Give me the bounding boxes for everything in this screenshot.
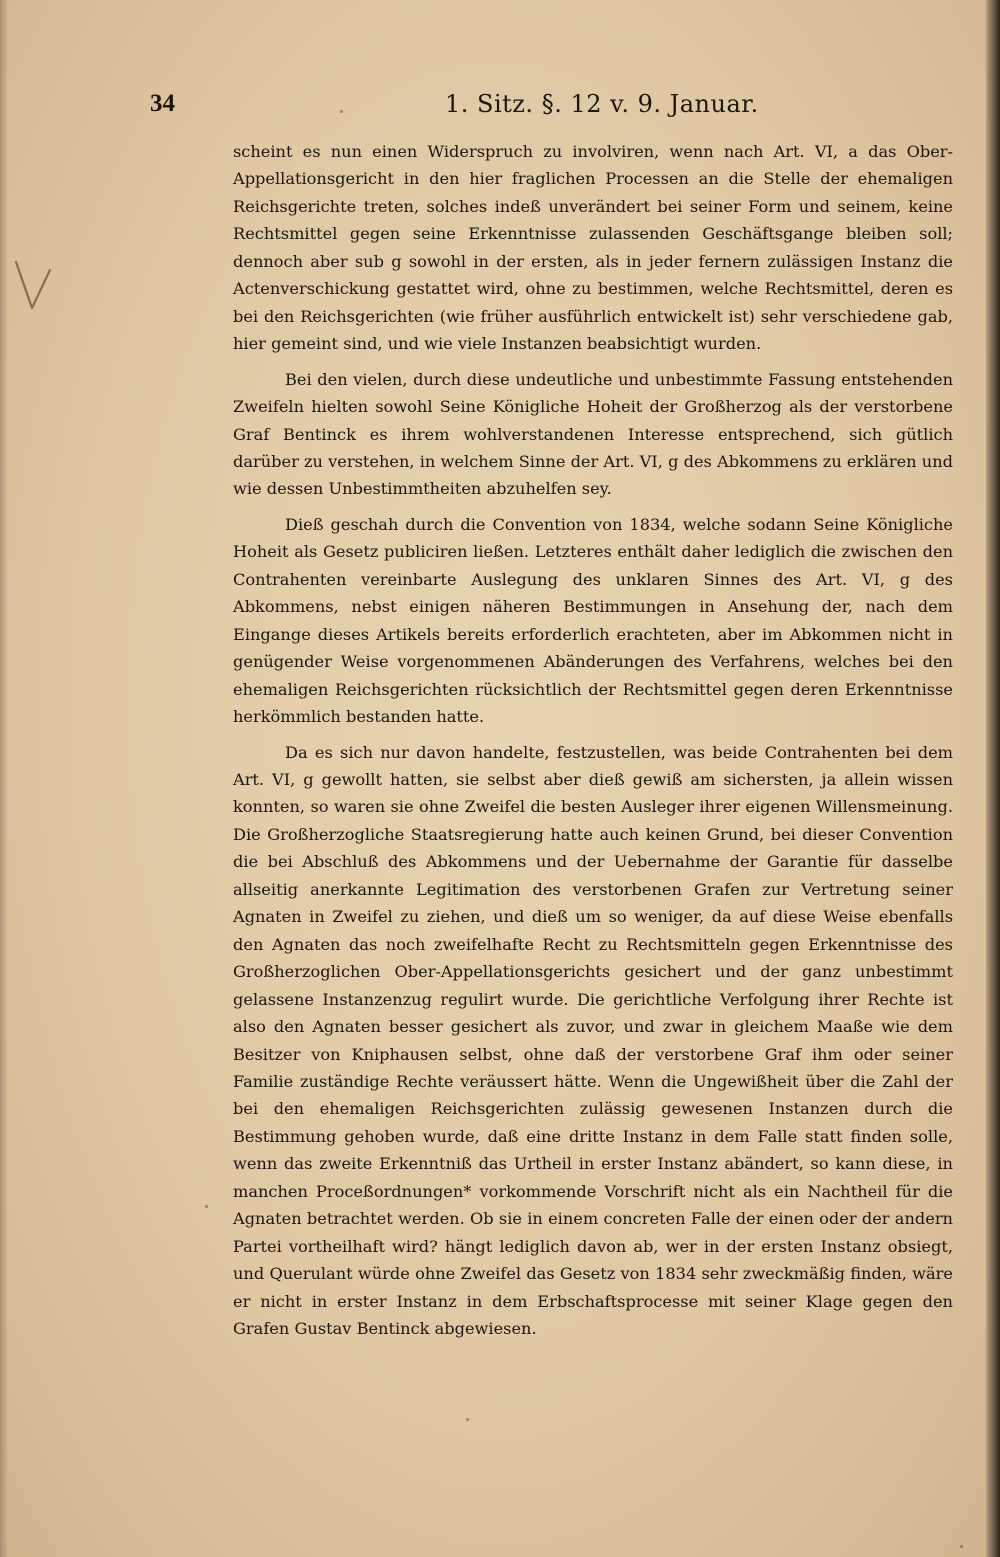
page-number: 34 (150, 90, 175, 117)
paragraph: Da es sich nur davon handelte, festzustellen, was beide Contrahenten bei dem Art. VI, g gewollt hatten, sie selbst aber dieß gewiß am sichersten, ja allein wissen konnten, so waren sie ohne Zweifel die besten Ausleger ihrer eigenen Willensmeinung. Die Großherzogliche Staatsregierung hatte auch keinen Grund, bei dieser Convention die bei Abschluß des Abkommens und der Uebernahme der Garantie für dasselbe allseitig anerkannte Legitimation des verstorbenen Grafen zur Vertretung seiner Agnaten in Zweifel zu ziehen, und dieß um so weniger, da auf diese Weise ebenfalls den Agnaten das noch zweifelhafte Recht zu Rechtsmitteln gegen Erkenntnisse des Großherzoglichen Ober-Appellationsgerichts gesichert und der ganz unbestimmt gelassene Instanzenzug regulirt wurde. Die gerichtliche Verfolgung ihrer Rechte ist also den Agnaten besser gesichert als zuvor, und zwar in gleichem Maaße wie dem Besitzer von Kniphausen selbst, ohne daß der verstorbene Graf ihm oder seiner Familie zuständige Rechte veräussert hätte. Wenn die Ungewißheit über die Zahl der bei den ehemaligen Reichsgerichten zulässig gewesenen Instanzen durch die Bestimmung gehoben wurde, daß eine dritte Instanz in dem Falle statt finden solle, wenn das zweite Erkenntniß das Urtheil in erster Instanz abändert, so kann diese, in manchen Proceßordnungen* vorkommende Vorschrift nicht als ein Nachtheil für die Agnaten betrachtet werden. Ob sie in einem concreten Falle der einen oder der andern Partei vortheilhaft wird? hängt lediglich davon ab, wer in der ersten Instanz obsiegt, und Querulant würde ohne Zweifel das Gesetz von 1834 sehr zweckmäßig finden, wäre er nicht in erster Instanz in dem Erbschaftsprocesse mit seiner Klage gegen den Grafen Gustav Bentinck abgewiesen. (233, 742, 953, 1339)
body-text (233, 138, 953, 1342)
paper-speck (960, 1545, 963, 1548)
running-head: 1. Sitz. §. 12 v. 9. Januar. (445, 90, 759, 118)
page-gutter-shadow (0, 0, 8, 1557)
paragraph-continuation: scheint es nun einen Widerspruch zu involviren, wenn nach Art. VI, a das Ober-Appellationsgericht in den hier fraglichen Processen an die Stelle der ehemaligen Reichsgerichte treten, solches indeß unverändert bei seiner Form und seinem, keine Rechtsmittel gegen seine Erkenntnisse zulassenden Geschäftsgange bleiben soll; dennoch aber sub g sowohl in der ersten, als in jeder fernern zulässigen Instanz die Actenverschickung gestattet wird, ohne zu bestimmen, welche Rechtsmittel, deren es bei den Reichsgerichten (wie früher ausführlich entwickelt ist) sehr verschiedene gab, hier gemeint sind, und wie viele Instanzen beabsichtigt wurden. (233, 142, 953, 354)
paper-speck (205, 1205, 208, 1208)
pencil-check-mark-icon (10, 256, 58, 316)
paragraph: Dieß geschah durch die Convention von 1834, welche sodann Seine Königliche Hoheit als Gesetz publiciren ließen. Letzteres enthält daher lediglich die zwischen den Contrahenten vereinbarte Auslegung des unklaren Sinnes des Art. VI, g des Abkommens, nebst einigen näheren Bestimmungen in Ansehung der, nach dem Eingange dieses Artikels bereits erforderlich erachteten, aber im Abkommen nicht in genügender Weise vorgenommenen Abänderungen des Verfahrens, welches bei den ehemaligen Reichsgerichten rücksichtlich der Rechtsmittel gegen deren Erkenntnisse herkömmlich bestanden hatte. (233, 514, 953, 727)
paragraph: Bei den vielen, durch diese undeutliche und unbestimmte Fassung entstehenden Zweifeln hielten sowohl Seine Königliche Hoheit der Großherzog als der verstorbene Graf Bentinck es ihrem wohlverstandenen Interesse entsprechend, sich gütlich darüber zu verstehen, in welchem Sinne der Art. VI, g des Abkommens zu erklären und wie dessen Unbestimmtheiten abzuhelfen sey. (233, 369, 953, 499)
page-edge-shadow (986, 0, 1000, 1557)
page-header (150, 90, 950, 126)
paper-speck (466, 1418, 469, 1421)
